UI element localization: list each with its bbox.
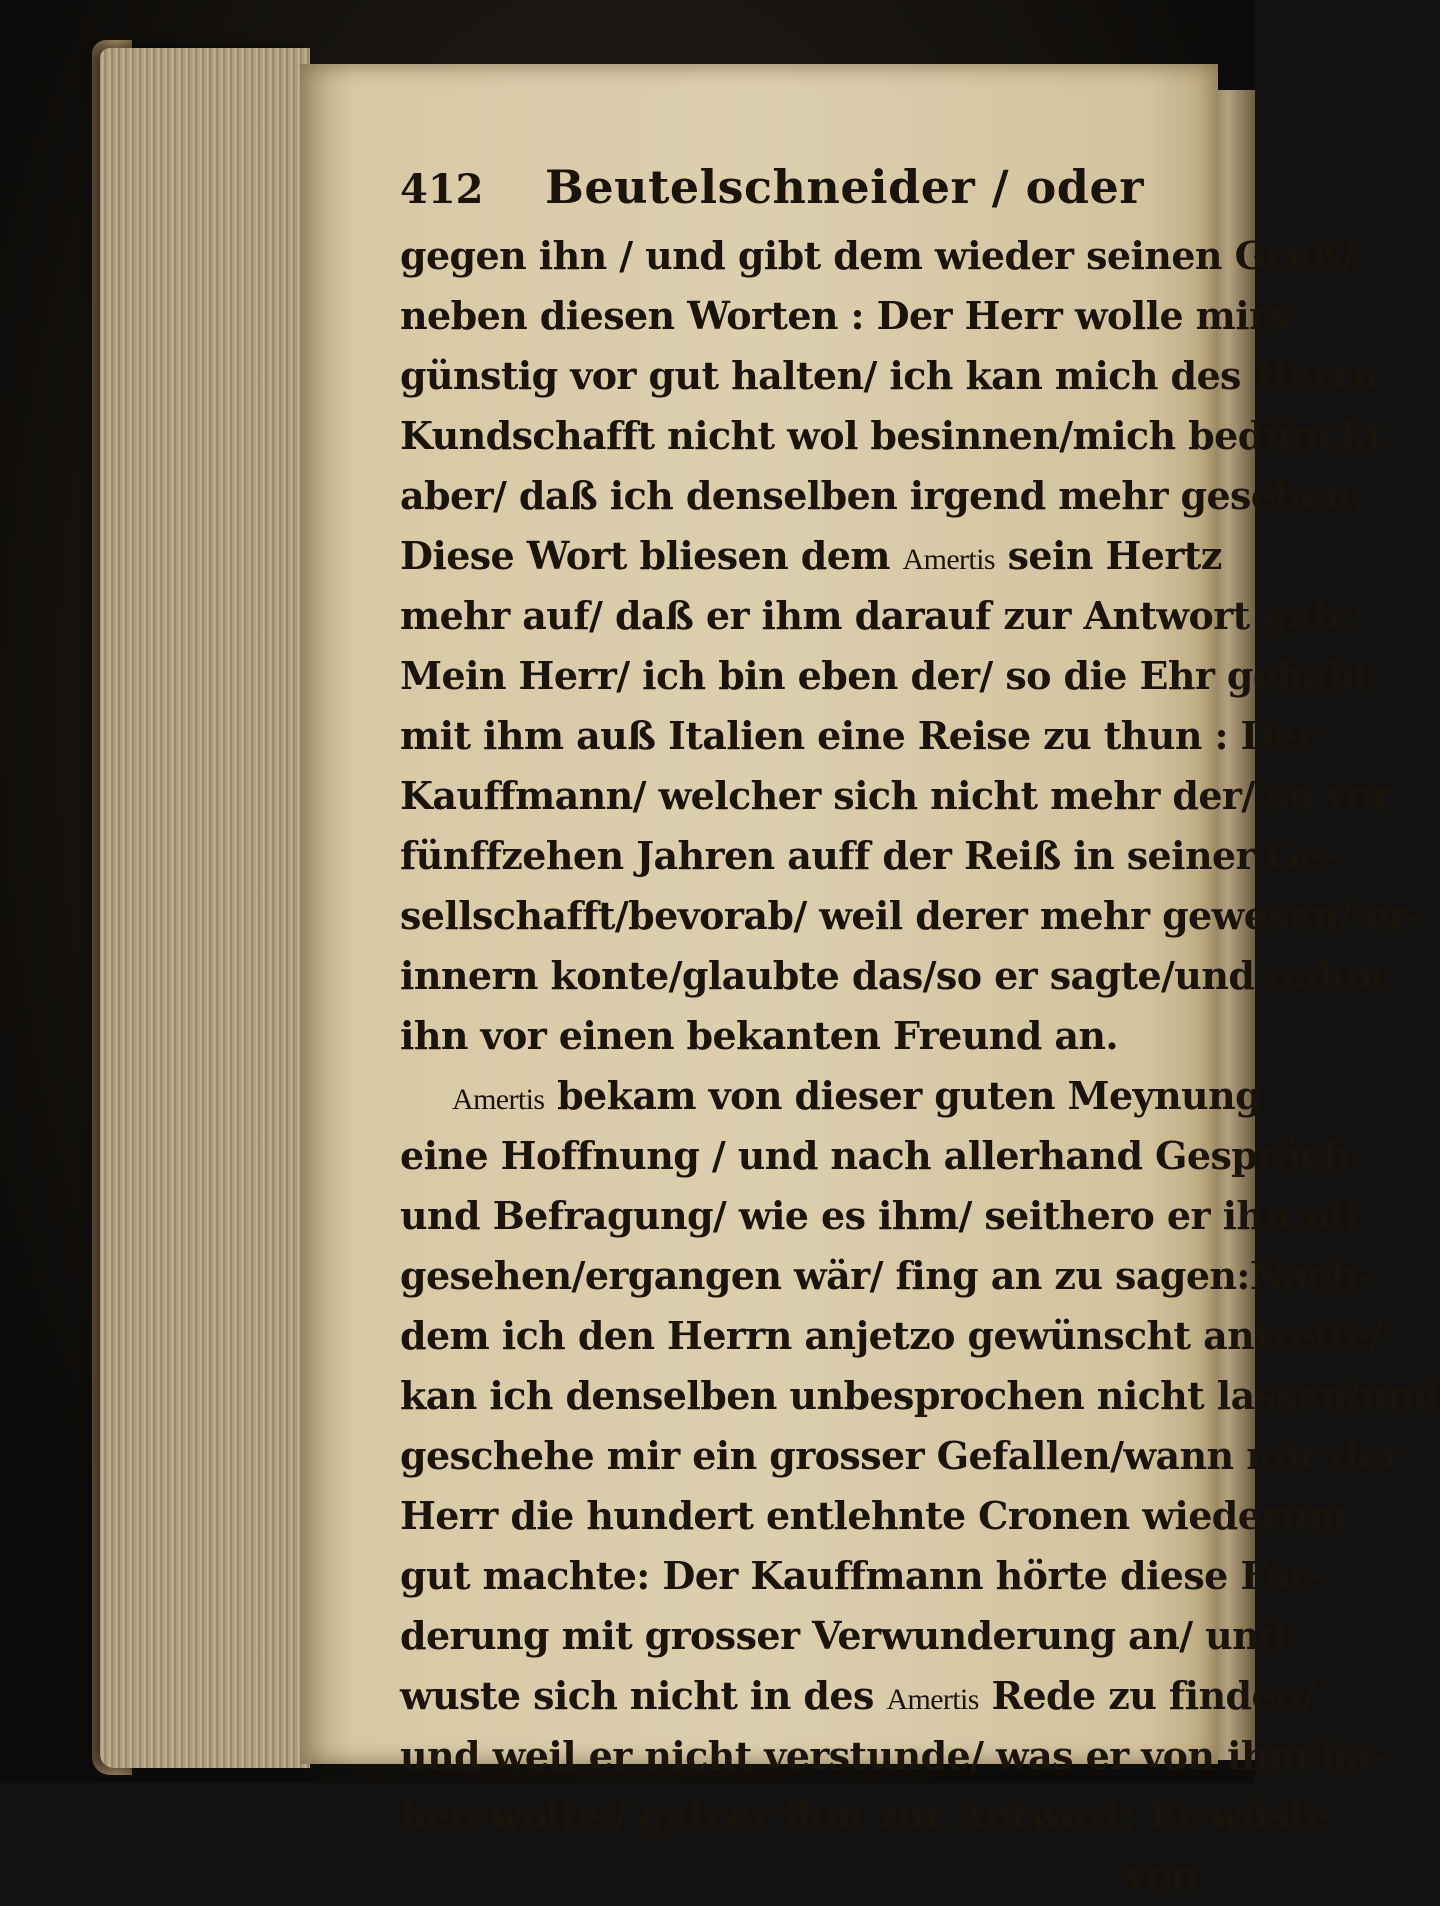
text-line <box>400 1366 1440 1426</box>
text-run: ben wolte / gab er ihm zur Antwort: Er wüste <box>400 1793 1330 1838</box>
text-block <box>400 160 1440 1906</box>
text-run: neben diesen Worten : Der Herr wolle mirs <box>400 293 1290 338</box>
text-run: gut machte: Der Kauffmann hörte diese For- <box>400 1553 1325 1598</box>
text-run: Kauffmann/ welcher sich nicht mehr der/ so vor <box>400 773 1392 818</box>
book-page-edges <box>100 48 310 1768</box>
text-run: und Befragung/ wie es ihm/ seithero er ihn nit <box>400 1193 1361 1238</box>
running-head <box>400 160 1206 226</box>
text-line <box>400 526 1222 586</box>
name-antiqua: Amertis <box>452 1083 545 1116</box>
text-run: sellschafft/bevorab/ weil derer mehr gewesen/ er- <box>400 893 1423 938</box>
catchword: von <box>1124 1853 1198 1898</box>
text-line <box>400 466 1365 526</box>
text-run: kan ich denselben unbesprochen nicht lassen/und <box>400 1373 1440 1418</box>
text-line <box>400 646 1371 706</box>
text-line <box>400 766 1392 826</box>
text-line <box>400 1426 1401 1486</box>
text-line <box>400 1726 1387 1786</box>
page-number: 412 <box>400 166 484 213</box>
text-run: fünffzehen Jahren auff der Reiß in seiner Ge- <box>400 833 1339 878</box>
text-line <box>400 1786 1330 1846</box>
text-line <box>400 826 1339 886</box>
text-line <box>400 1306 1383 1366</box>
text-line <box>400 406 1383 466</box>
text-run: mit ihm auß Italien eine Reise zu thun : Der <box>400 713 1316 758</box>
text-run: Mein Herr/ ich bin eben der/ so die Ehr gehabt <box>400 653 1371 698</box>
text-line <box>400 706 1316 766</box>
text-line <box>400 1186 1361 1246</box>
text-line <box>400 1246 1373 1306</box>
text-run: wuste sich nicht in des <box>400 1673 887 1718</box>
text-run: Kundschafft nicht wol besinnen/mich bedünckt <box>400 413 1383 458</box>
text-run: gesehen/ergangen wär/ fing an zu sagen:Nach- <box>400 1253 1373 1298</box>
text-run: Rede zu finden/ <box>978 1673 1316 1718</box>
text-run: geschehe mir ein grosser Gefallen/wann mir der <box>400 1433 1401 1478</box>
text-run: eine Hoffnung / und nach allerhand Gespräch <box>400 1133 1351 1178</box>
text-line <box>400 1126 1351 1186</box>
text-line <box>400 886 1423 946</box>
text-line <box>400 946 1385 1006</box>
text-line <box>400 1006 1206 1066</box>
running-head-title: Beutelschneider / oder <box>545 160 1144 214</box>
text-line <box>400 1546 1325 1606</box>
text-run: innern konte/glaubte das/so er sagte/und nahm <box>400 953 1385 998</box>
text-run: gegen ihn / und gibt dem wieder seinen Gruß/ <box>400 233 1355 278</box>
name-antiqua: Amertis <box>886 1683 979 1716</box>
text-run: sein Hertz <box>994 533 1222 578</box>
text-run: Herr die hundert entlehnte Cronen wiederum <box>400 1493 1348 1538</box>
text-line <box>400 286 1290 346</box>
text-line <box>400 1066 1262 1126</box>
text-line <box>400 346 1379 406</box>
text-run: ihn vor einen bekanten Freund an. <box>400 1013 1119 1058</box>
text-run: und weil er nicht verstunde/ was er von ihm ha- <box>400 1733 1387 1778</box>
text-line <box>400 226 1355 286</box>
text-line <box>400 1666 1316 1726</box>
text-run: bekam von dieser guten Meynung <box>544 1073 1262 1118</box>
text-run: dem ich den Herrn anjetzo gewünscht antreffe/ <box>400 1313 1383 1358</box>
name-antiqua: Amertis <box>902 543 995 576</box>
text-line <box>400 586 1365 646</box>
text-run: Diese Wort bliesen dem <box>400 533 903 578</box>
text-run: aber/ daß ich denselben irgend mehr gesehen. <box>400 473 1365 518</box>
text-run: mehr auf/ daß er ihm darauf zur Antwort gab : <box>400 593 1365 638</box>
text-run: günstig vor gut halten/ ich kan mich des Herrn <box>400 353 1379 398</box>
body-text <box>400 226 1440 1846</box>
text-run: derung mit grosser Verwunderung an/ und <box>400 1613 1286 1658</box>
text-line <box>400 1486 1348 1546</box>
text-line <box>400 1606 1286 1666</box>
